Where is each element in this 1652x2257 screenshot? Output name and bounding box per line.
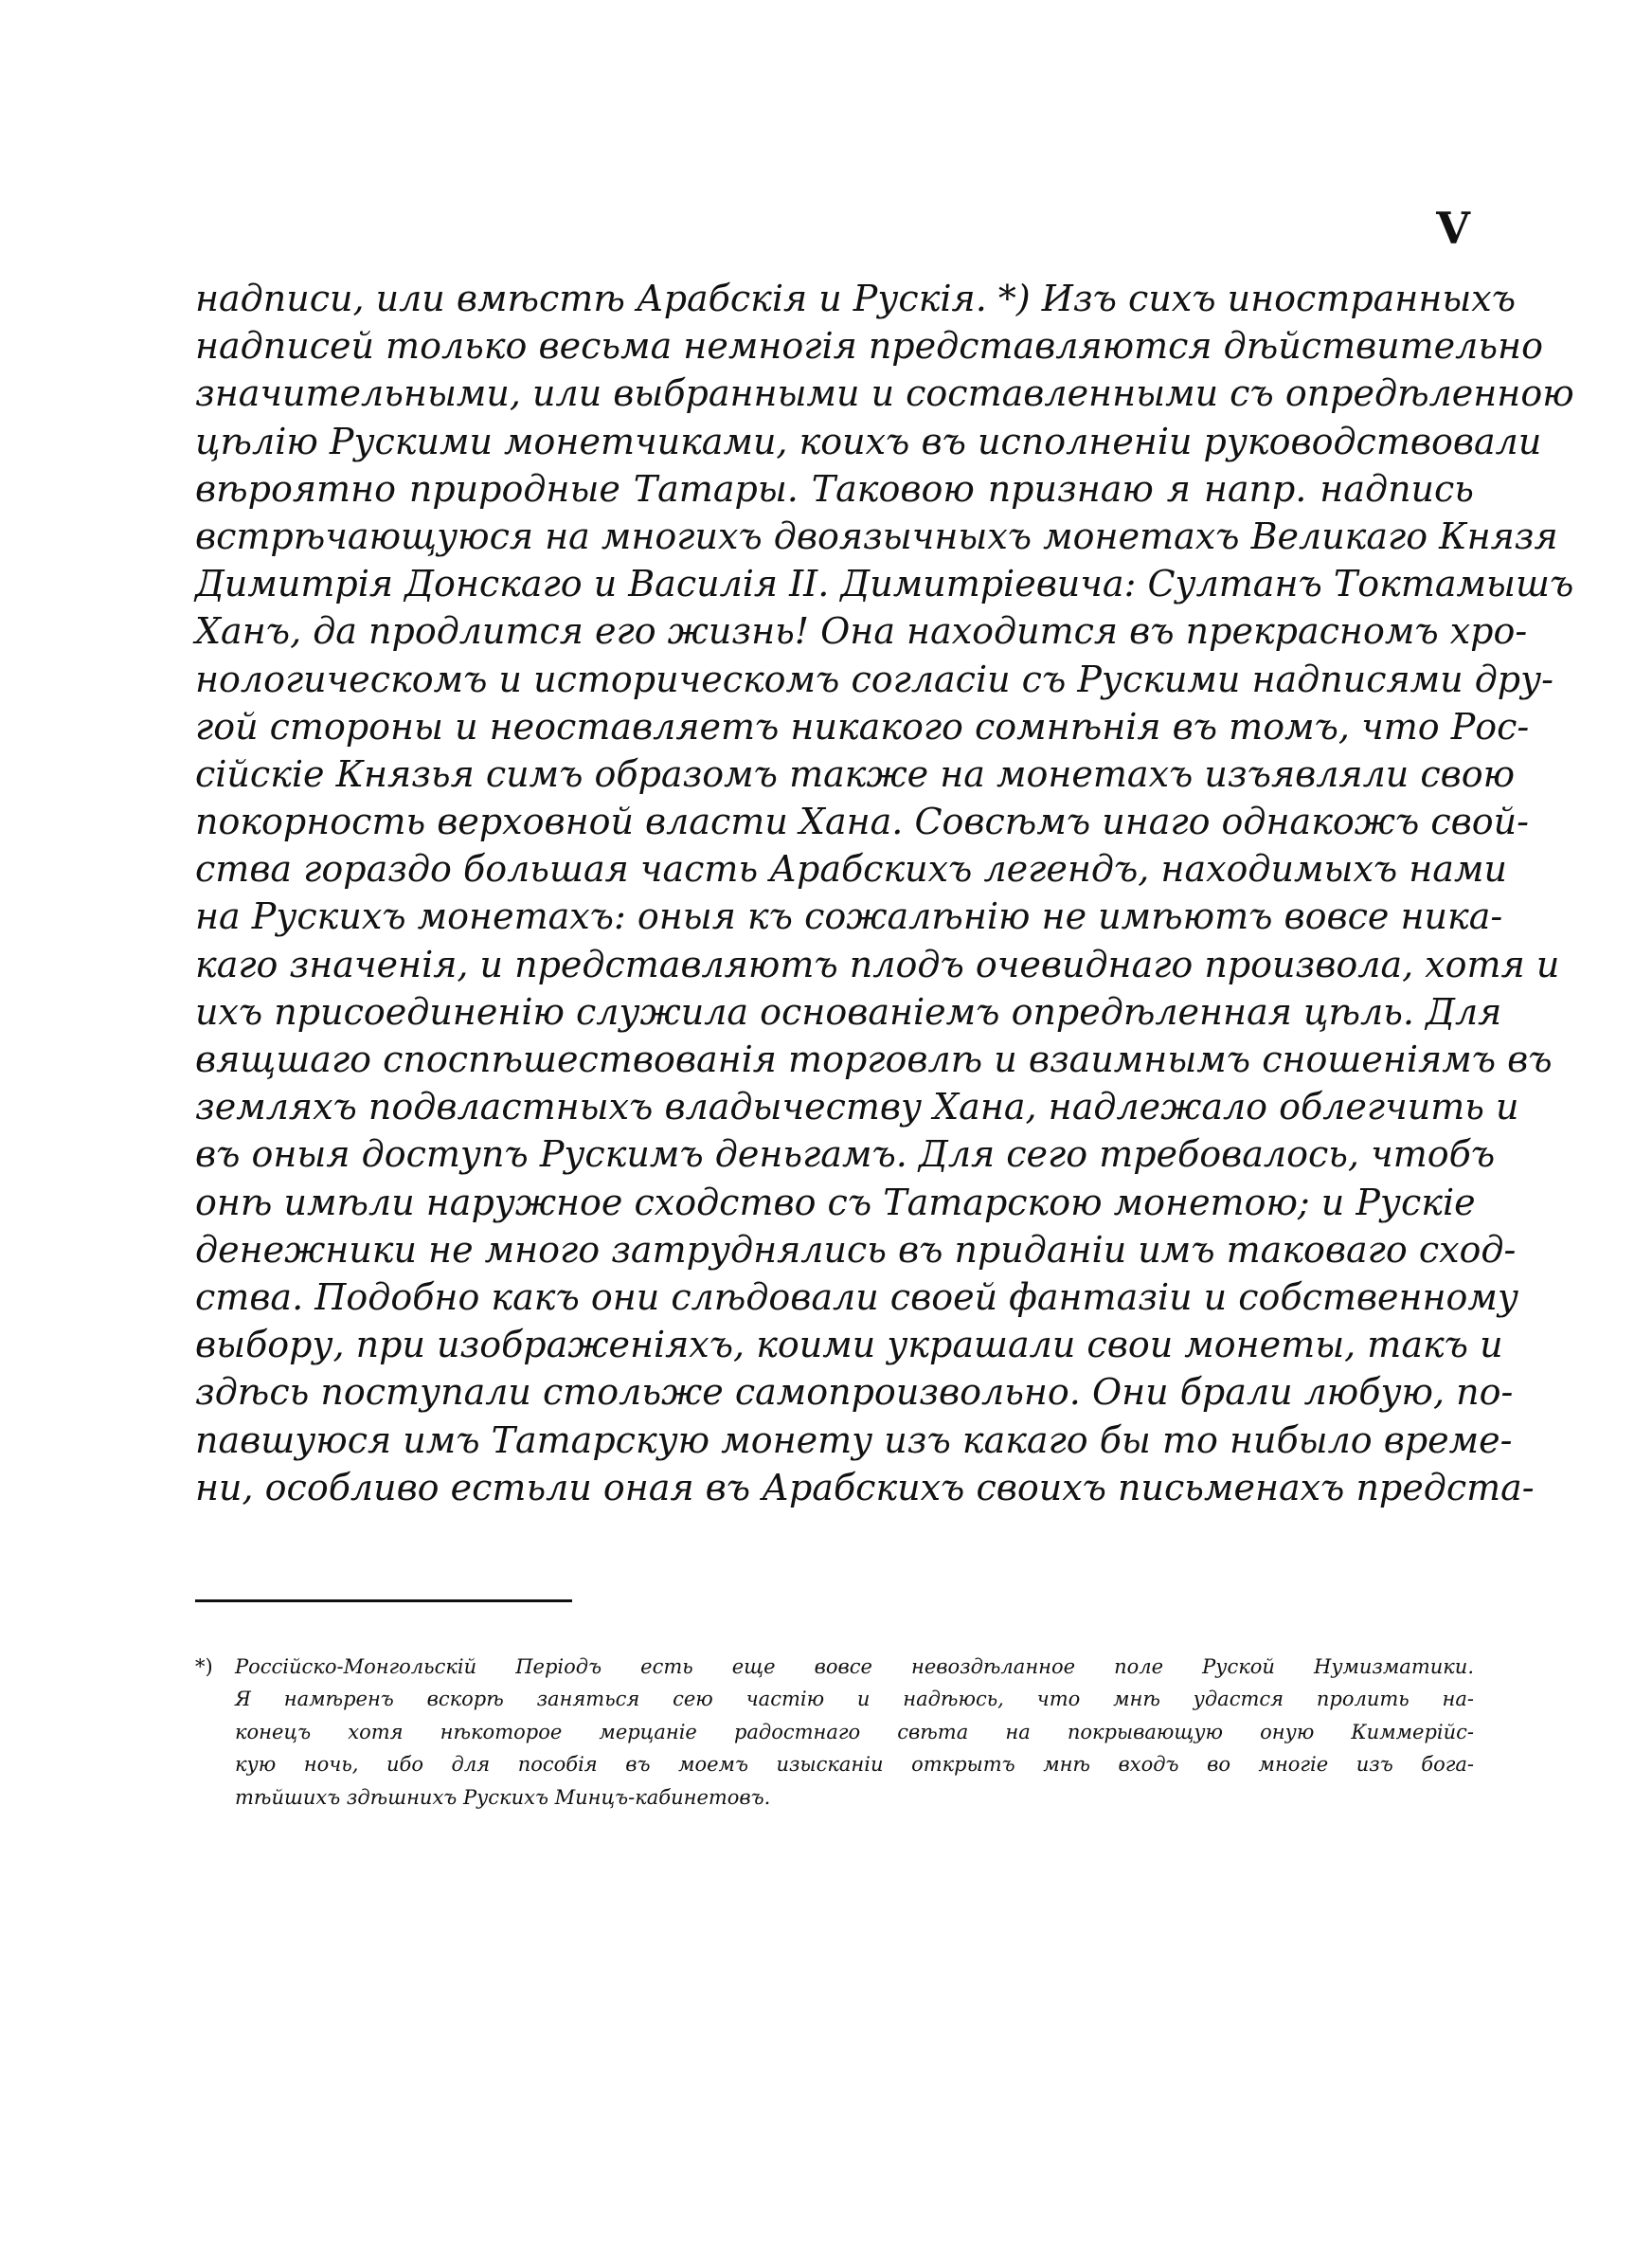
body-line: павшуюся имъ Татарскую монету изъ какаго бы то нибыло време- (195, 1418, 1513, 1461)
body-line: гой стороны и неоставляетъ никакого сомнѣнія въ томъ, что Рос- (195, 705, 1530, 748)
body-line: вѣроятно природные Татары. Таковою признаю я напр. надпись (195, 467, 1474, 510)
body-line: встрѣчающуюся на многихъ двоязычныхъ монетахъ Великаго Князя (195, 515, 1558, 557)
body-line: значительными, или выбранными и составленными съ опредѣленною (195, 372, 1574, 415)
footnote-line (195, 1651, 1474, 1683)
footnote-divider (195, 1599, 572, 1602)
body-line: надписи, или вмѣстѣ Арабскія и Рускія. *) Изъ сихъ иностранныхъ (195, 278, 1517, 319)
body-line: вящшаго споспѣшествованія торговлѣ и взаимнымъ сношеніямъ въ (195, 1038, 1553, 1080)
body-line: покорность верховной власти Хана. Совсѣмъ инаго однакожъ свой- (195, 801, 1529, 843)
body-line: денежники не много затруднялись въ приданіи имъ таковаго сход- (195, 1228, 1517, 1271)
footnote-line: кую ночь, ибо для пособія въ моемъ изысканіи открытъ мнѣ входъ во многіе изъ бога- (235, 1753, 1474, 1777)
footnote-line: тѣйшихъ здѣшнихъ Рускихъ Минцъ-кабинетовъ. (235, 1785, 771, 1809)
footnote-line: Я намѣренъ вскорѣ заняться сею частію и надѣюсь, что мнѣ удастся пролить на- (235, 1688, 1474, 1711)
main-body-text (195, 275, 1574, 1511)
body-line: ни, особливо естьли оная въ Арабскихъ своихъ письменахъ предста- (195, 1466, 1535, 1508)
footnote-line: конецъ хотя нѣкоторое мерцаніе радостнаго свѣта на покрывающую оную Киммерійс- (235, 1720, 1474, 1743)
body-line: надписей только весьма немногія представляются дѣйствительно (195, 325, 1543, 368)
body-line: онѣ имѣли наружное сходство съ Татарскою монетою; и Рускіе (195, 1181, 1476, 1223)
body-line: каго значенія, и представляютъ плодъ очевиднаго произвола, хотя и (195, 943, 1560, 985)
body-line: выбору, при изображеніяхъ, коими украшали свои монеты, такъ и (195, 1324, 1503, 1366)
footnote-line-text: Россійско-Монгольскій Періодъ есть еще вовсе невоздѣланное поле Руской Нумизматики. (235, 1655, 1474, 1678)
body-line: ихъ присоединенію служила основаніемъ опредѣленная цѣль. Для (195, 990, 1502, 1033)
body-line: земляхъ подвластныхъ владычеству Хана, надлежало облегчить и (195, 1086, 1519, 1128)
body-line: на Рускихъ монетахъ: оныя къ сожалѣнію не имѣютъ вовсе ника- (195, 895, 1503, 938)
page-number: V (1436, 203, 1470, 254)
footnote-marker: *) (195, 1655, 213, 1678)
body-line: Ханъ, да продлится его жизнь! Она находится въ прекрасномъ хро- (195, 610, 1528, 653)
body-line: въ оныя доступъ Рускимъ деньгамъ. Для сего требовалось, чтобъ (195, 1133, 1496, 1176)
body-line: нологическомъ и историческомъ согласіи съ Рускими надписями дру- (195, 658, 1553, 700)
body-line: Димитрія Донскаго и Василія II. Димитріевича: Султанъ Токтамышъ (195, 563, 1574, 605)
body-line: ства гораздо большая часть Арабскихъ легендъ, находимыхъ нами (195, 848, 1507, 891)
body-line: здѣсь поступали стольже самопроизвольно. Они брали любую, по- (195, 1371, 1514, 1414)
body-line: сійскіе Князья симъ образомъ также на монетахъ изъявляли свою (195, 752, 1516, 795)
body-line: ства. Подобно какъ они слѣдовали своей фантазіи и собственному (195, 1275, 1518, 1318)
body-line: цѣлію Рускими монетчиками, коихъ въ исполненіи руководствовали (195, 420, 1542, 462)
footnote (195, 1651, 1474, 1814)
